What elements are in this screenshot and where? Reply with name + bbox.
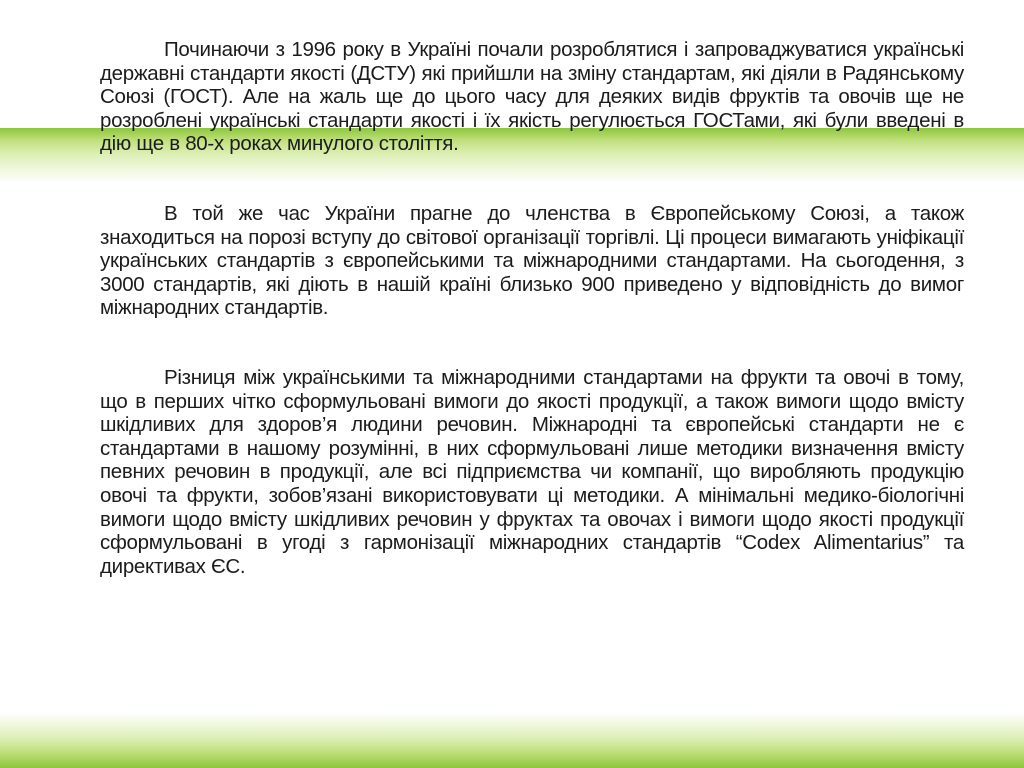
decorative-green-band-bottom [0, 712, 1024, 768]
slide-body [100, 38, 964, 578]
paragraph-standards-differences: Різниця між українськими та міжнародними стандартами на фрукти та овочі в тому, що в перших чітко сформульовані вимоги до якості продукції, а також вимоги щодо вмісту шкідливих для здоров’я людини речовин. Міжнародні та європейські стандарти не є стандартами в нашому розумінні, в них сформульовані лише методики визначення вмісту певних речовин в продукції, але всі підприємства чи компанії, що виробляють продукцію овочі та фрукти, зобов’язані використовувати ці методики. А мінімальні медико-біологічні вимоги щодо вмісту шкідливих речовин у фруктах та овочах і вимоги щодо якості продукції сформульовані в угоді з гармонізації міжнародних стандартів “Codex Alimentarius” та директивах ЄС. [100, 365, 964, 578]
paragraph-eu-integration: В той же час України прагне до членства в Європейському Союзі, а також знаходиться на порозі вступу до світової організації торгівлі. Ці процеси вимагають уніфікації українських стандартів з європейськими та міжнародними стандартами. На сьогодення, з 3000 стандартів, які діють в нашій країні близько 900 приведено у відповідність до вимог міжнародних стандартів. [100, 201, 964, 320]
paragraph-standards-history: Починаючи з 1996 року в Україні почали розроблятися і запроваджуватися українські державні стандарти якості (ДСТУ) які прийшли на зміну стандартам, які діяли в Радянському Союзі (ГОСТ). Але на жаль ще до цього часу для деяких видів фруктів та овочів ще не розроблені українські стандарти якості і їх якість регулюється ГОСТами, які були введені в дію ще в 80-х роках минулого століття. [100, 38, 964, 156]
